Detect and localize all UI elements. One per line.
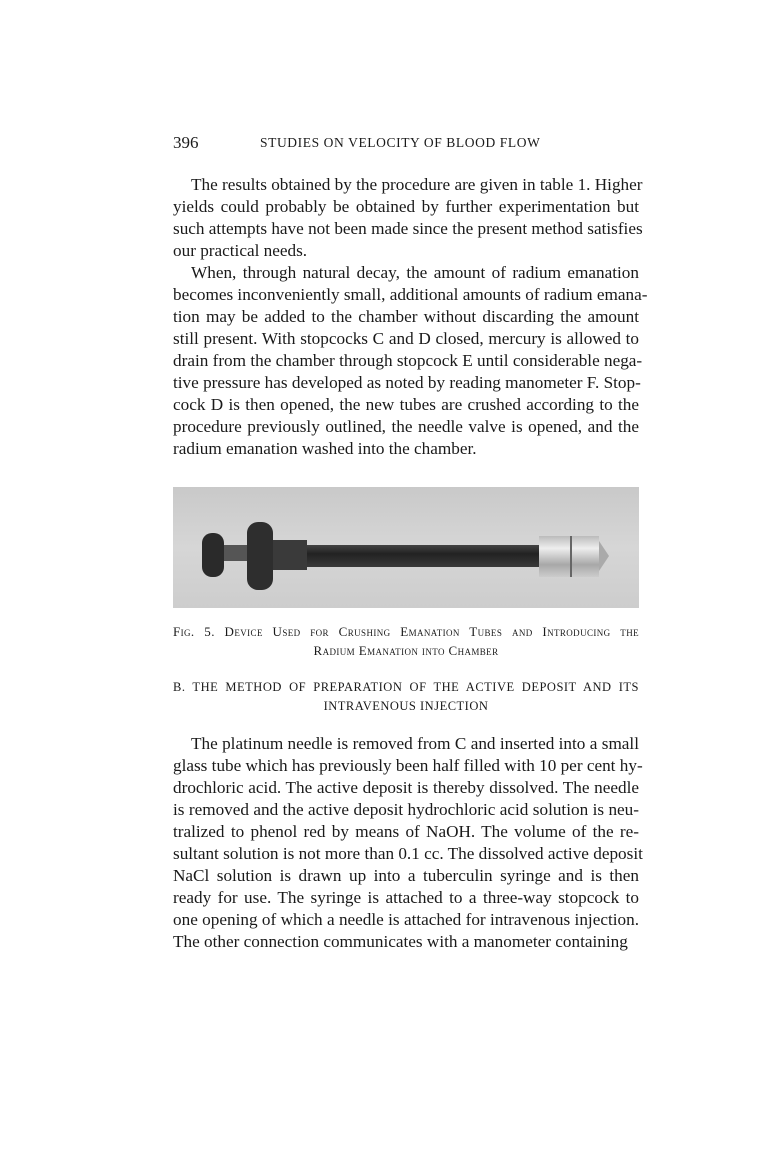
text-line: glass tube which has previously been half filled with 10 per cent hy- bbox=[173, 756, 643, 775]
device-tip bbox=[599, 541, 609, 571]
device-knurled-wheel bbox=[247, 522, 273, 590]
text-line: The other connection communicates with a manometer containing bbox=[173, 932, 628, 951]
text-line: one opening of which a needle is attached for intravenous injection. bbox=[173, 910, 639, 929]
section-heading-line1: B. THE METHOD OF PREPARATION OF THE ACTIVE DEPOSIT AND ITS bbox=[173, 680, 639, 694]
text-line: ready for use. The syringe is attached to a three-way stopcock to bbox=[173, 888, 639, 907]
text-line: When, through natural decay, the amount of radium emanation bbox=[191, 263, 639, 282]
text-line: such attempts have not been made since the present method satisfies bbox=[173, 219, 643, 238]
section-heading-line2: INTRAVENOUS INJECTION bbox=[323, 699, 489, 713]
page-number: 396 bbox=[173, 133, 199, 152]
figure-caption-line2: Radium Emanation into Chamber bbox=[313, 643, 499, 658]
text-line: procedure previously outlined, the needle valve is opened, and the bbox=[173, 417, 639, 436]
device-knurled-knob bbox=[202, 533, 224, 577]
text-line: radium emanation washed into the chamber. bbox=[173, 439, 477, 458]
device-cap-seam bbox=[570, 536, 572, 577]
text-line: tive pressure has developed as noted by reading manometer F. Stop- bbox=[173, 373, 641, 392]
figure-caption-line1: Fig. 5. Device Used for Crushing Emanation Tubes and Introducing the bbox=[173, 624, 639, 639]
text-line: drochloric acid. The active deposit is thereby dissolved. The needle bbox=[173, 778, 639, 797]
text-line: tion may be added to the chamber without discarding the amount bbox=[173, 307, 639, 326]
text-line: tralized to phenol red by means of NaOH. The volume of the re- bbox=[173, 822, 639, 841]
text-line: NaCl solution is drawn up into a tuberculin syringe and is then bbox=[173, 866, 639, 885]
text-line: yields could probably be obtained by further experimentation but bbox=[173, 197, 639, 216]
text-line: becomes inconveniently small, additional amounts of radium emana- bbox=[173, 285, 648, 304]
text-line: cock D is then opened, the new tubes are crushed according to the bbox=[173, 395, 639, 414]
text-line: sultant solution is not more than 0.1 cc. The dissolved active deposit bbox=[173, 844, 643, 863]
text-line: still present. With stopcocks C and D closed, mercury is allowed to bbox=[173, 329, 639, 348]
text-line: The results obtained by the procedure are given in table 1. Higher bbox=[191, 175, 643, 194]
text-line: is removed and the active deposit hydrochloric acid solution is neu- bbox=[173, 800, 639, 819]
figure-photo-crushing-device bbox=[173, 487, 639, 608]
device-metal-cap bbox=[539, 536, 599, 577]
paragraph-results bbox=[173, 174, 643, 262]
text-line: drain from the chamber through stopcock E until considerable nega- bbox=[173, 351, 643, 370]
device-tube bbox=[307, 545, 539, 567]
text-line: our practical needs. bbox=[173, 241, 308, 260]
paragraph-radium-decay bbox=[173, 262, 648, 460]
text-line: The platinum needle is removed from C and inserted into a small bbox=[191, 734, 639, 753]
paragraph-active-deposit bbox=[173, 733, 643, 953]
running-title: STUDIES ON VELOCITY OF BLOOD FLOW bbox=[260, 135, 541, 150]
